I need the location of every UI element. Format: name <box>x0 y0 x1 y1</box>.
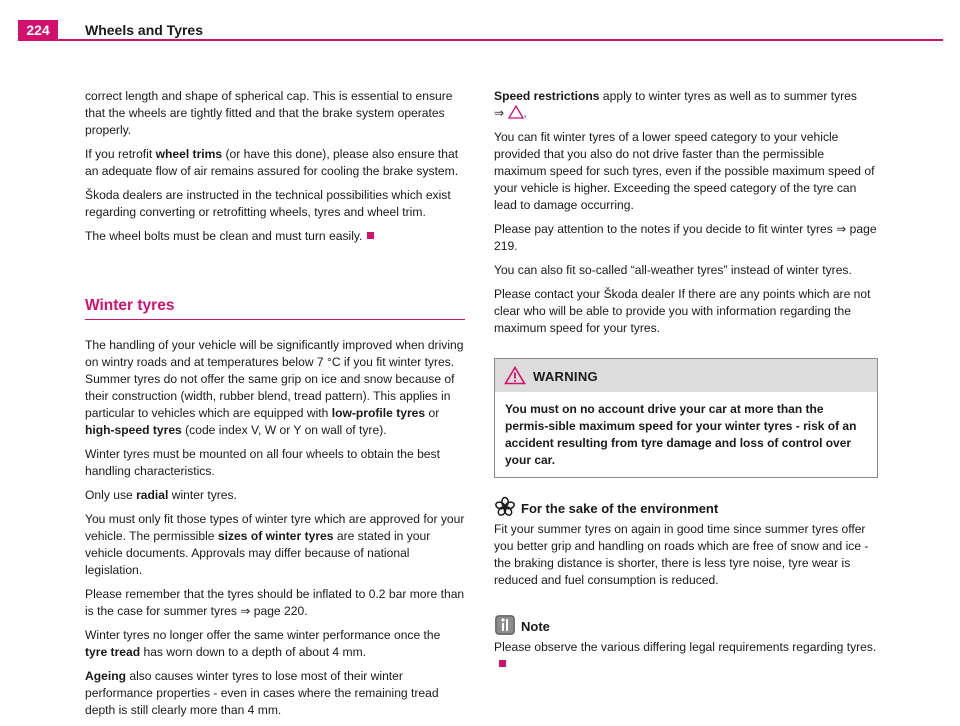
paragraph: You must only fit those types of winter tyre which are approved for your vehicle. The permissible sizes of winter tyres are stated in your vehicle documents. Approvals may differ because of national legislation. <box>85 512 465 577</box>
paragraph: Please pay attention to the notes if you decide to fit winter tyres ⇒ page 219. <box>494 222 877 253</box>
flower-icon <box>494 496 516 518</box>
paragraph: Please remember that the tyres should be inflated to 0.2 bar more than is the case for summer tyres ⇒ page 220. <box>85 587 465 618</box>
paragraph: The wheel bolts must be clean and must turn easily. <box>85 228 465 245</box>
paragraph: You can also fit so-called “all-weather tyres” instead of winter tyres. <box>494 263 852 277</box>
left-column <box>85 88 465 726</box>
note-title: Note <box>521 619 550 634</box>
warning-title: WARNING <box>533 369 598 384</box>
note-header <box>494 614 878 636</box>
paragraph: Winter tyres no longer offer the same winter performance once the tyre tread has worn down to a depth of about 4 mm. <box>85 628 441 659</box>
warning-box <box>494 358 878 478</box>
environment-header <box>494 496 878 518</box>
end-of-section-icon <box>367 232 374 239</box>
note-info-icon <box>494 614 516 636</box>
paragraph: If you retrofit wheel trims (or have this done), please also ensure that an adequate flow of air remains assured for cooling the brake system. <box>85 147 459 178</box>
warning-header <box>495 359 877 392</box>
right-column <box>494 88 878 680</box>
paragraph: Only use radial winter tyres. <box>85 488 237 502</box>
chapter-title: Wheels and Tyres <box>85 22 204 38</box>
paragraph: Speed restrictions apply to winter tyres as well as to summer tyres ⇒ . <box>494 89 857 120</box>
warning-text: You must on no account drive your car at more than the permis-sible maximum speed for your winter tyres - risk of an accident resulting from tyre damage and loss of control over your car. <box>505 402 857 467</box>
paragraph: Please contact your Škoda dealer If there are any points which are not clear who will be able to provide you with information regarding the maximum speed for your tyres. <box>494 287 871 335</box>
paragraph: Škoda dealers are instructed in the technical possibilities which exist regarding converting or retrofitting wheels, tyres and wheel trim. <box>85 188 451 219</box>
environment-text: Fit your summer tyres on again in good time since summer tyres offer you better grip and handling on roads which are free of snow and ice - the braking distance is shorter, there is less tyre noise, tyre wear is reduced and fuel consumption is reduced. <box>494 522 869 587</box>
header-rule <box>18 39 943 41</box>
section-title-winter-tyres: Winter tyres <box>85 297 465 320</box>
warning-triangle-icon <box>508 105 524 119</box>
paragraph: Ageing also causes winter tyres to lose most of their winter performance properties - even in cases where the remaining tread depth is still clearly more than 4 mm. <box>85 669 439 717</box>
page-header <box>18 20 943 42</box>
note-text: Please observe the various differing legal requirements regarding tyres. <box>494 639 878 673</box>
paragraph: correct length and shape of spherical cap. This is essential to ensure that the wheels are tightly fitted and that the brake system operates properly. <box>85 89 453 137</box>
paragraph: The handling of your vehicle will be significantly improved when driving on wintry roads and at temperatures below 7 °C if you fit winter tyres. Summer tyres do not offer the same grip on ice and snow because of their construction (width, rubber blend, tread pattern). This applies in particular to vehicles which are equipped with low-profile tyres or high-speed tyres (code index V, W or Y on wall of tyre). <box>85 338 464 437</box>
end-of-section-icon <box>499 660 506 667</box>
page-number: 224 <box>18 20 58 40</box>
paragraph: Winter tyres must be mounted on all four wheels to obtain the best handling characteristics. <box>85 447 440 478</box>
environment-title: For the sake of the environment <box>521 501 719 516</box>
warning-triangle-icon <box>504 366 526 385</box>
paragraph: You can fit winter tyres of a lower speed category to your vehicle provided that you also do not drive faster than the permissible maximum speed for such tyres, even if the possible maximum speed of your vehicle is higher. Exceeding the speed category of the tyre can lead to damage occurring. <box>494 130 875 212</box>
